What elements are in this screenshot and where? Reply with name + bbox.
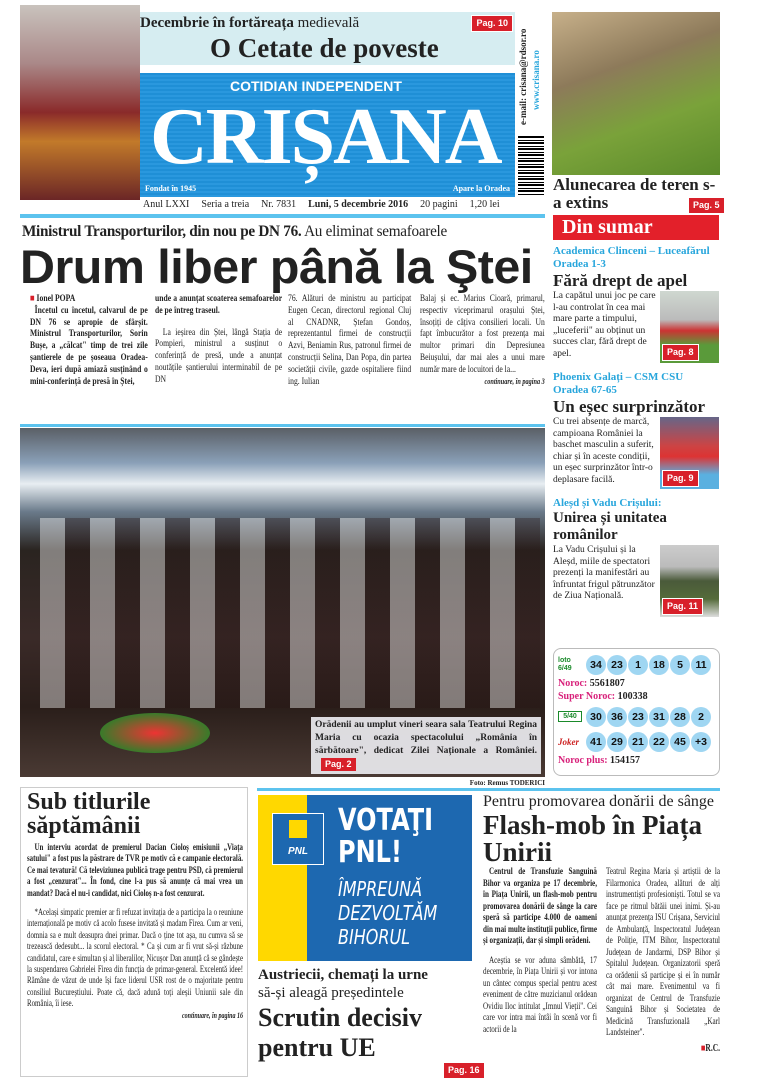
summary-header: Din sumar: [553, 215, 719, 240]
lead-author: Ionel POPA: [36, 293, 76, 304]
austria-headline[interactable]: Scrutin decisiv pentru UE: [258, 1003, 422, 1062]
divider: [20, 424, 545, 427]
soldiers-photo: [660, 545, 719, 617]
side-top-title[interactable]: Alunecarea de teren s-a extins: [553, 175, 716, 212]
lotto-ball: 2: [691, 707, 711, 727]
issue-info: [143, 199, 548, 211]
photo-credit: Foto: Remus TODERICI: [469, 779, 545, 787]
lotto-box: [553, 648, 720, 776]
page-badge: Pag. 16: [443, 1062, 485, 1079]
lotto-ball: 29: [607, 732, 627, 752]
lead-col2-wrap: [155, 293, 282, 386]
divider: [20, 214, 545, 218]
summary-kicker: Aleșd și Vadu Crișului:: [553, 497, 662, 509]
editorial-body: [27, 842, 243, 1021]
lotto-ball: 45: [670, 732, 690, 752]
ad-line3: ÎMPREUNĂ: [338, 877, 423, 901]
flashmob-headline[interactable]: Flash-mob în Piața Unirii: [483, 810, 703, 867]
lotto-ball: 11: [691, 655, 711, 675]
lotto-ball: 30: [586, 707, 606, 727]
noroc-value: 5561807: [589, 678, 625, 689]
woman-photo: [20, 5, 140, 200]
masthead: [140, 73, 515, 197]
summary-item[interactable]: [553, 371, 719, 489]
lotto-ball: 5: [670, 655, 690, 675]
flashmob-p1: Centrul de Transfuzie Sanguină Bihor va organiza pe 17 decembrie, în Piața Unirii, un flash-mob pentru promovarea donării de sânge la care speră să participe 4.000 de oameni din mai multe instituții publice, firme și organizații, dar și simpli orădeni.: [483, 867, 597, 946]
lotto-ball: 31: [649, 707, 669, 727]
teaser-kicker: Decembrie în fortăreața medievală: [140, 15, 360, 31]
lotto-ball: 41: [586, 732, 606, 752]
lotto-ball: 1: [628, 655, 648, 675]
lotto-ball: 22: [649, 732, 669, 752]
summary-list: [553, 245, 719, 617]
issue-year: Anul LXXI: [143, 199, 190, 210]
loto540-logo: 5/40: [558, 711, 582, 722]
lotto-ball: 28: [670, 707, 690, 727]
pnl-ad[interactable]: [258, 795, 472, 961]
photo-caption: [311, 717, 541, 774]
austria-kicker: Austriecii, chemați la urne să-și aleagă președintele: [258, 967, 428, 1001]
summary-text: La Vadu Crișului și la Aleșd, miile de spectatori prezenți la manifestări au înfruntat frigul pătrunzător de Ziua Națională.: [553, 545, 655, 601]
page-badge: Pag. 2: [321, 758, 356, 771]
continued-link[interactable]: continuare, în pagina 16: [181, 1010, 243, 1020]
editorial-p1: Un interviu acordat de premierul Dacian Cioloș emisiunii „Viața satului" a fost pus la păstrare de TVR pe motiv că e campanie electorală. Ce mai tevatură! Că televiziunea publică trage pentru PSD, că premierul a fost „cenzurat"... În fond, cine l-a pus să anunțe că mai vrea un mandat? Dacă el nu-i candidat, nici Cioloș n-a fost cenzurat.: [27, 842, 243, 898]
ad-line1: VOTAŢI: [338, 803, 434, 838]
pnl-logo-text: PNL: [288, 846, 308, 857]
noroc-plus-value: 154157: [610, 755, 641, 766]
lead-col1-wrap: ■ Ionel POPA Încetul cu încetul, calvarul de pe DN 76 se apropie de sfârșit. Ministrul Transporturilor, Sorin Bușe, a „călcat" timp de trei zile șantierele de pe șoseaua Oradea-Deva, ieri după amiază susținând o mini-conferință de presă în Ștei,: [30, 293, 148, 387]
page-badge: Pag. 5: [688, 197, 725, 214]
lotto-ball: 23: [628, 707, 648, 727]
summary-title: Unirea și unitatea românilor: [553, 510, 667, 543]
loto649-logo: loto 6/49: [558, 657, 572, 672]
teaser-box[interactable]: [140, 12, 515, 65]
editorial-box: [20, 787, 248, 1077]
website[interactable]: www.crisana.ro: [531, 50, 541, 110]
continued-link[interactable]: continuare, în pagina 3: [484, 376, 545, 386]
lead-col2a: unde a anunțat scoaterea semafoarelor de pe întreg traseul.: [155, 293, 283, 316]
lotto-ball: 34: [586, 655, 606, 675]
super-noroc-value: 100338: [617, 691, 648, 702]
super-noroc-label: Super Noroc:: [558, 691, 616, 702]
flashmob-col1: [483, 867, 597, 1036]
teaser-title: O Cetate de poveste: [210, 33, 439, 63]
joker-logo: Joker: [558, 736, 579, 747]
summary-title: Un eșec surprinzător: [553, 397, 706, 416]
page-badge: Pag. 8: [662, 344, 699, 361]
landslide-photo: [552, 12, 720, 175]
summary-item[interactable]: [553, 245, 719, 363]
football-photo: [660, 291, 719, 363]
masthead-tagline: COTIDIAN INDEPENDENT: [230, 78, 402, 94]
issue-date: Luni, 5 decembrie 2016: [308, 199, 409, 210]
divider: [257, 788, 720, 791]
editorial-p2: *Același simpatic premier ar fi refuzat invitația de a participa la o reuniune internațională pe motiv că acolo fusese invitată și madam Firea. Cum ar veni, domnia sa e mult deasupra dnei primar. Dacă o ține tot așa, nu cumva să se trezească dedesubt... la scorul electoral. * Ca și cum ar fi vrut să-și răzbune candidatul, care e simultan și al liberalilor, Nicușor Dan anunță că se gândește la suspendarea Gabrielei Firea din funcția de primar-general. Excelentă idee! Rămâne de văzut de unde își face liderul USR rost de o majoritate pentru consiliul Bucureștiului. Poate că, dacă adună toți aleșii Uniunii sale din România, îi iese.: [27, 907, 243, 1009]
lead-headline[interactable]: Drum liber până la Ştei: [20, 240, 533, 293]
flashmob-col2: [606, 867, 720, 1055]
ad-line4: DEZVOLTĂM: [338, 901, 438, 925]
masthead-logo: CRIȘANA: [150, 93, 501, 181]
lotto-ball: 36: [607, 707, 627, 727]
founded: Fondat în 1945: [145, 184, 197, 193]
lotto-ball: 18: [649, 655, 669, 675]
summary-title: Fără drept de apel: [553, 271, 688, 290]
lotto-ball: +3: [691, 732, 711, 752]
summary-kicker: Phoenix Galați – CSM CSU Oradea 67-65: [553, 371, 684, 396]
issue-number: Nr. 7831: [261, 199, 297, 210]
basketball-photo: [660, 417, 719, 489]
pnl-emblem-icon: [289, 820, 307, 838]
issue-price: 1,20 lei: [469, 199, 500, 210]
summary-kicker: Academica Clinceni – Luceafărul Oradea 1-3: [553, 245, 710, 270]
lead-col4-wrap: [420, 293, 545, 387]
email[interactable]: e-mail: crisana@rdsor.ro: [518, 28, 528, 125]
lotto-ball: 21: [628, 732, 648, 752]
lead-col2b: La ieșirea din Ștei, lângă Stația de Pompieri, ministrul a susținut o conferință de presă, unde a anunțat noutățile șantierului interminabil de pe DN: [155, 326, 283, 385]
page-badge: Pag. 11: [662, 598, 703, 615]
lotto-ball: 23: [607, 655, 627, 675]
lead-col4: Balaj și ec. Marius Cioară, primarul, respectiv viceprimarul orașului Ștei, însoțiți de câțiva consilieri locali. Un fapt îmbucurător a fost prezența mai multor primari din Depresiunea Beiușului, dar mai ales a unui mare număr mare de locuitori de la...: [420, 293, 545, 375]
page-badge: Pag. 9: [662, 470, 699, 487]
location: Apare la Oradea: [452, 184, 510, 193]
pnl-logo: [272, 813, 324, 865]
summary-text: Cu trei absențe de marcă, campioana României la baschet masculin a suferit, chiar și în aceste condiții, un eșec surprinzător într-o deplasare facilă.: [553, 417, 654, 485]
summary-item[interactable]: [553, 497, 719, 617]
page-badge: Pag. 10: [471, 15, 513, 32]
flashmob-p3: Teatrul Regina Maria și artiștii de la Filarmonica Oradea, alături de alți instrumentiști profesioniști. Totul se va face pe ritmul bătăii unei inimi. Și-au anunțat prezența ISU Crișana, Serviciul de Ambulanță, Inspectoratul Județean de Poliție, ITM Bihor, Inspectoratul Județean de Jandarmi, DSP Bihor și Spitalul Județean. Organizatorii speră ca orădenii să participe și ei în număr cât mai mare. Evenimentul va fi organizat de Centrul de Transfuzie Sanguină Bihor și Societatea de Medicină Transfuzională „Karl Landsteiner".: [606, 867, 720, 1038]
noroc-plus-label: Noroc plus:: [558, 755, 608, 766]
flashmob-kicker: Pentru promovarea donării de sânge: [483, 793, 715, 810]
ad-line5: BIHORUL: [338, 925, 411, 949]
issue-series: Seria a treia: [201, 199, 250, 210]
flashmob-p2: Aceștia se vor aduna sâmbătă, 17 decembrie, în Piața Unirii și vor intona un cântec compus special pentru acest eveniment de către muzicianul orădean Ovidiu Iloc intitulat „Imnul Vieții". Cei care vor intra mai întâi în scenă vor fi actorii de la: [483, 955, 597, 1035]
noroc-label: Noroc:: [558, 678, 588, 689]
photo-caption-text: Orădenii au umplut vineri seara sala Teatrului Regina Maria cu ocazia spectacolului „România în sărbătoare", dedicat Zilei Naționale a României.: [315, 720, 537, 757]
editorial-title[interactable]: Sub titlurile săptămânii: [27, 789, 151, 839]
ad-line2: PNL!: [338, 835, 402, 870]
lead-col1: Încetul cu încetul, calvarul de pe DN 76 se apropie de sfârșit. Ministrul Transporturilor, Sorin Bușe, a „călcat" timp de trei zile șantierele de pe șoseaua Oradea-Deva, ieri după amiază susținând o mini-conferință de presă în Ștei,: [30, 304, 148, 387]
issue-pages: 20 pagini: [420, 199, 458, 210]
lead-col3: 76. Alături de ministru au participat Eugen Cecan, directorul regional Cluj al CNADNR, Ștefan Gondoș, reprezentantul firmei de construcții Azvi, Beniamin Rus, patronul firmei de construcții Selina, Dan Popa, din partea societății civile, gazde ospitaliere fiind ing. Iulian: [288, 293, 412, 387]
flashmob-author: ■R.C.: [700, 1042, 720, 1054]
lead-kicker: Ministrul Transporturilor, din nou pe DN 76. Au eliminat semafoarele: [22, 223, 447, 240]
barcode: [518, 135, 544, 195]
summary-text: La capătul unui joc pe care l-au controlat în cea mai mare parte a timpului, „luceferii" au obținut un succes clar, fără drept de apel.: [553, 291, 656, 359]
